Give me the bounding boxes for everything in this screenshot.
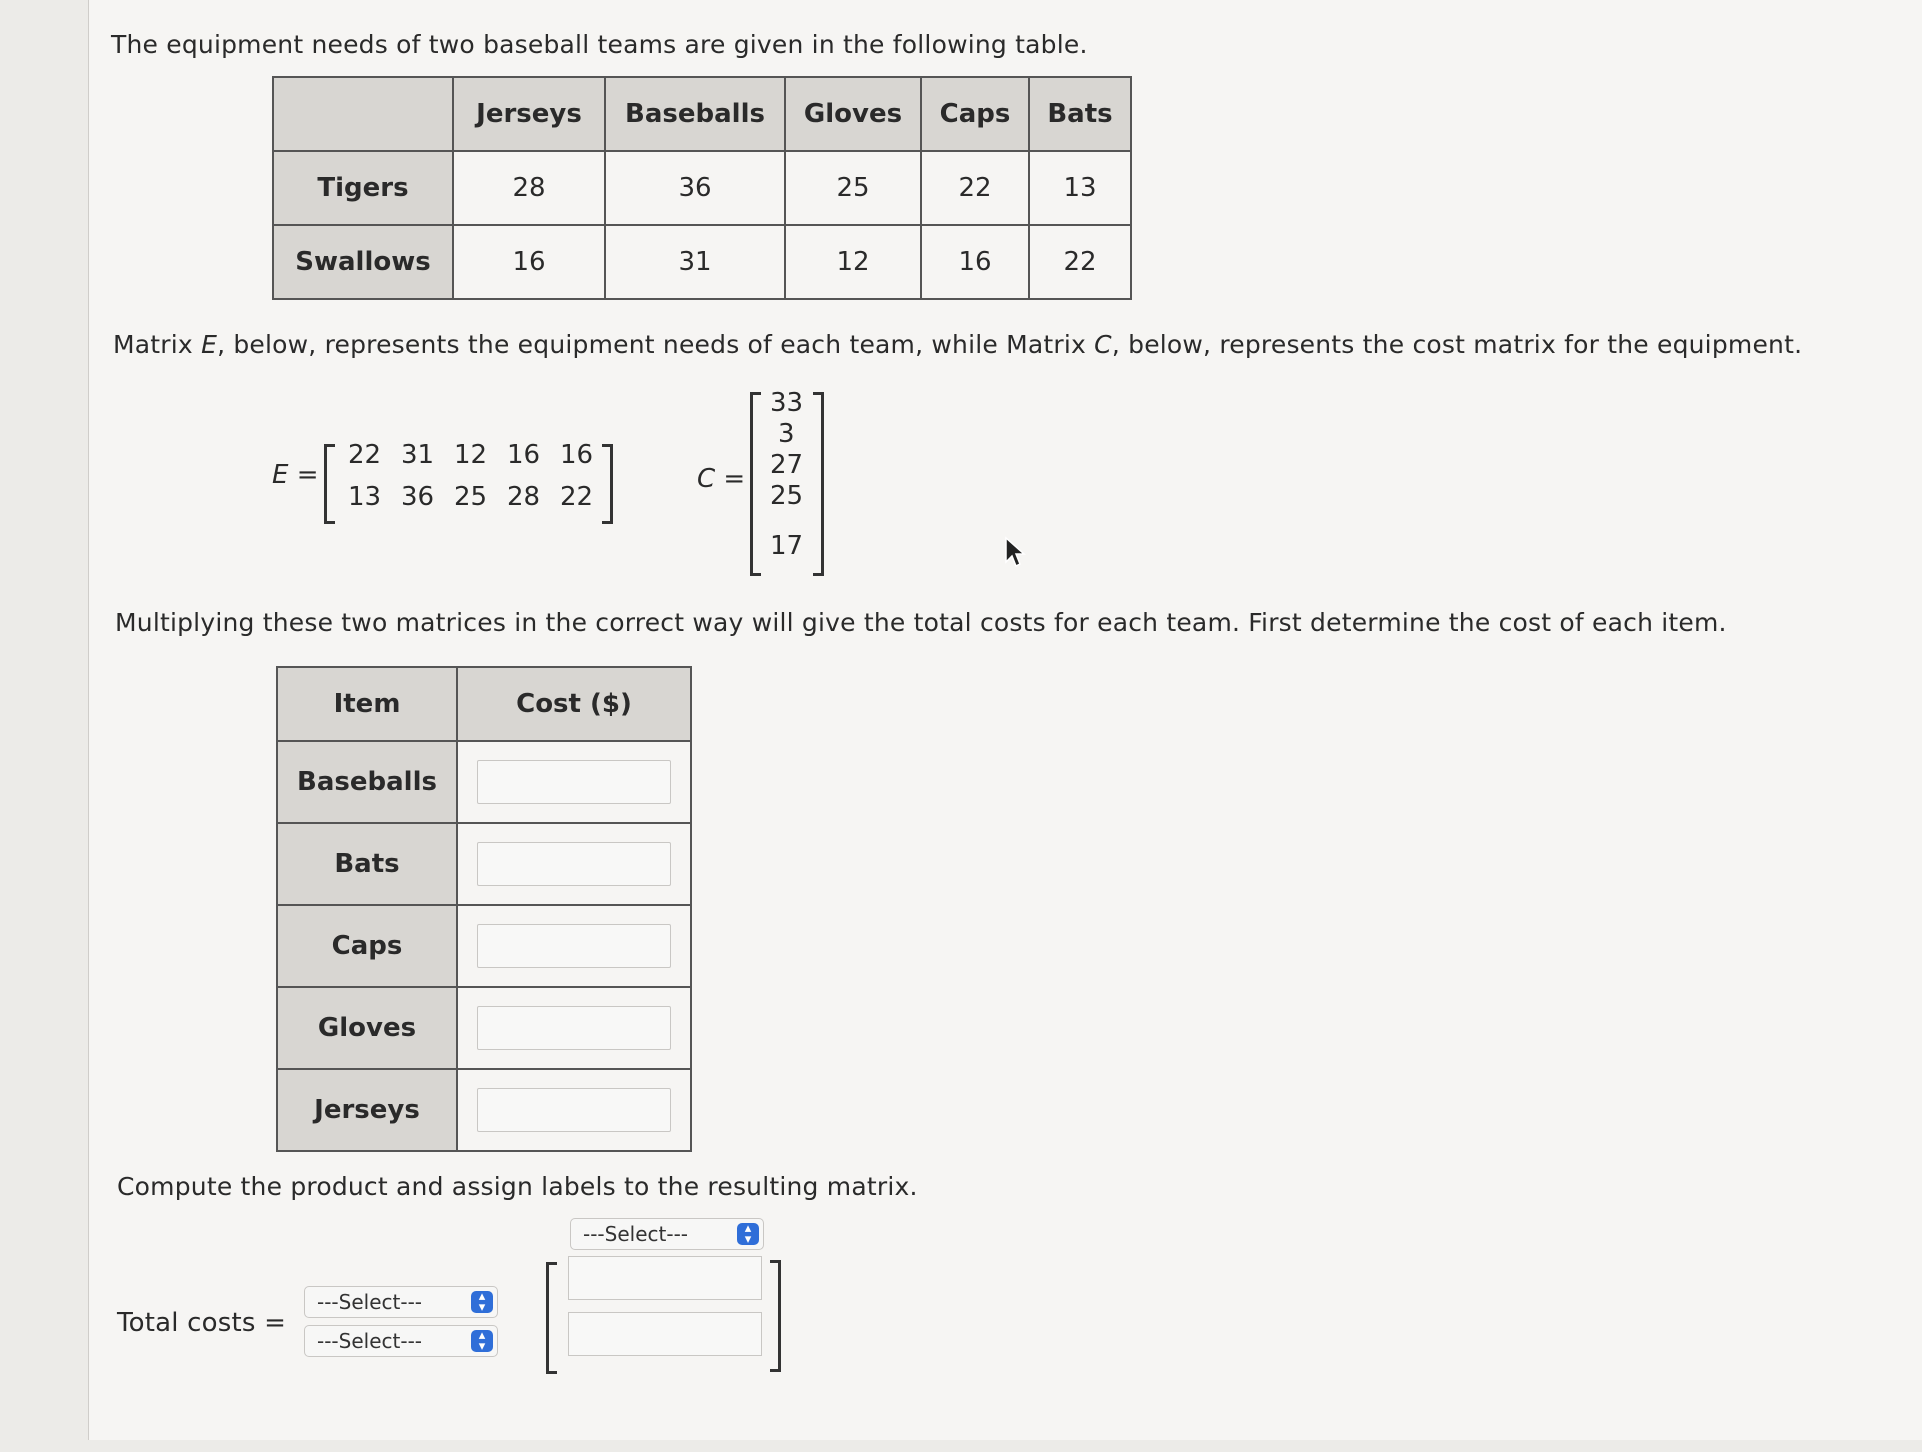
table-cell: 22: [921, 151, 1029, 225]
table-cell: 28: [453, 151, 605, 225]
result-left-bracket: [546, 1262, 557, 1374]
matrix-cell: 16: [560, 440, 594, 470]
result-input-row-1[interactable]: [568, 1256, 762, 1300]
intro-text: The equipment needs of two baseball teams are given in the following table.: [111, 30, 1088, 59]
row-header-bats: Bats: [277, 823, 457, 905]
matrix-cell: 22: [348, 440, 382, 470]
matrix-cell: 33: [770, 388, 804, 418]
matrix-cell: 16: [507, 440, 541, 470]
table-row: [277, 905, 691, 987]
matrix-description-text: Matrix: [113, 330, 202, 359]
matrix-c-symbol: C: [1094, 330, 1112, 359]
table-cell: 13: [1029, 151, 1131, 225]
jerseys-cost-input[interactable]: [477, 1088, 671, 1132]
cost-cell: [457, 823, 691, 905]
equipment-needs-table: [272, 76, 1132, 300]
caps-cost-input[interactable]: [477, 924, 671, 968]
matrix-cell: 13: [348, 482, 382, 512]
table-header-row: [277, 667, 691, 741]
matrix-cell: 3: [778, 419, 795, 449]
table-header-cell: Cost ($): [457, 667, 691, 741]
matrix-description-text: , below, represents the equipment needs of each team, while Matrix: [217, 330, 1095, 359]
matrix-description-text: , below, represents the cost matrix for the equipment.: [1111, 330, 1803, 359]
cost-cell: [457, 1069, 691, 1151]
matrix-cell: 12: [454, 440, 488, 470]
table-header-cell: Baseballs: [605, 77, 785, 151]
row-header-caps: Caps: [277, 905, 457, 987]
left-bracket: [750, 392, 761, 576]
right-bracket: [602, 444, 613, 524]
cost-table: [276, 666, 692, 1152]
matrix-e-symbol: E: [201, 330, 218, 359]
table-row: [277, 741, 691, 823]
cost-cell: [457, 905, 691, 987]
left-bracket: [324, 444, 335, 524]
table-row: [277, 823, 691, 905]
gloves-cost-input[interactable]: [477, 1006, 671, 1050]
matrix-cell: 22: [560, 482, 594, 512]
table-header-cell: Caps: [921, 77, 1029, 151]
table-header-cell: Jerseys: [453, 77, 605, 151]
table-cell: 31: [605, 225, 785, 299]
table-header-cell: Bats: [1029, 77, 1131, 151]
row-label-select-2[interactable]: [304, 1325, 498, 1357]
matrix-cell: 25: [454, 482, 488, 512]
baseballs-cost-input[interactable]: [477, 760, 671, 804]
matrix-description: [113, 330, 1802, 359]
matrix-cell: 27: [770, 450, 804, 480]
matrix-cell: 31: [401, 440, 435, 470]
matrix-cell: 28: [507, 482, 541, 512]
table-cell: 16: [921, 225, 1029, 299]
table-row: [277, 987, 691, 1069]
select-arrows-icon: ▴ ▾: [471, 1330, 493, 1352]
mouse-pointer-icon: [1004, 536, 1026, 570]
table-cell: 36: [605, 151, 785, 225]
result-right-bracket: [770, 1260, 781, 1372]
row-header-swallows: Swallows: [273, 225, 453, 299]
cost-cell: [457, 741, 691, 823]
table-header-cell: [273, 77, 453, 151]
row-header-tigers: Tigers: [273, 151, 453, 225]
matrix-cell: 25: [770, 481, 804, 511]
matrix-cell: 17: [770, 531, 804, 561]
table-cell: 16: [453, 225, 605, 299]
instruction-text: Multiplying these two matrices in the correct way will give the total costs for each team. First determine the cost of each item.: [115, 608, 1727, 637]
select-placeholder: ---Select---: [317, 1290, 422, 1314]
select-arrows-icon: ▴ ▾: [737, 1223, 759, 1245]
total-costs-label: Total costs =: [117, 1308, 287, 1338]
result-input-row-2[interactable]: [568, 1312, 762, 1356]
column-label-select[interactable]: [570, 1218, 764, 1250]
table-header-cell: Item: [277, 667, 457, 741]
table-row: [277, 1069, 691, 1151]
table-row: [273, 151, 1131, 225]
table-cell: 12: [785, 225, 921, 299]
matrix-c-label: C =: [697, 464, 746, 494]
select-placeholder: ---Select---: [317, 1329, 422, 1353]
row-label-select-1[interactable]: [304, 1286, 498, 1318]
table-header-cell: Gloves: [785, 77, 921, 151]
matrix-cell: 36: [401, 482, 435, 512]
table-header-row: [273, 77, 1131, 151]
table-row: [273, 225, 1131, 299]
select-placeholder: ---Select---: [583, 1222, 688, 1246]
compute-text: Compute the product and assign labels to the resulting matrix.: [117, 1172, 918, 1201]
right-bracket: [813, 392, 824, 576]
row-header-gloves: Gloves: [277, 987, 457, 1069]
row-header-jerseys: Jerseys: [277, 1069, 457, 1151]
table-cell: 25: [785, 151, 921, 225]
select-arrows-icon: ▴ ▾: [471, 1291, 493, 1313]
cost-cell: [457, 987, 691, 1069]
matrix-e-label: E =: [272, 460, 319, 490]
row-header-baseballs: Baseballs: [277, 741, 457, 823]
bats-cost-input[interactable]: [477, 842, 671, 886]
table-cell: 22: [1029, 225, 1131, 299]
